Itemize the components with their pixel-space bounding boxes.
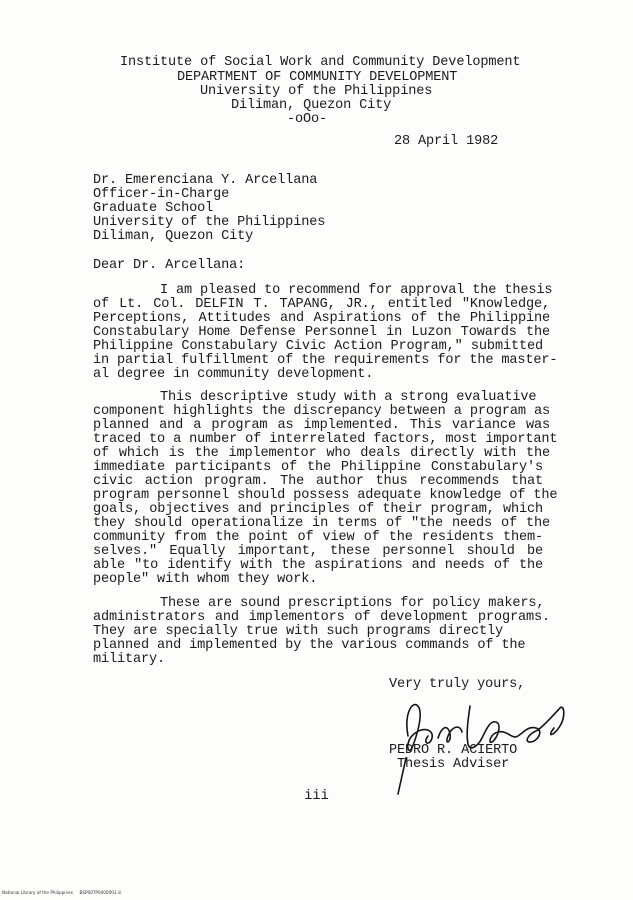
recipient-institution: University of the Philippines bbox=[93, 215, 326, 230]
salutation: Dear Dr. Arcellana: bbox=[93, 258, 246, 273]
paragraph-3-line: planned and implemented by the various commands of the bbox=[93, 638, 526, 653]
paragraph-1-line: in partial fulfillment of the requirements for the master- bbox=[93, 353, 558, 368]
paragraph-1-line: of Lt. Col. DELFIN T. TAPANG, JR., entitled "Knowledge, bbox=[93, 297, 550, 312]
paragraph-2-line: civic action program. The author thus recommends that bbox=[93, 474, 543, 489]
recipient-address: Diliman, Quezon City bbox=[93, 229, 254, 244]
paragraph-1-line: Constabulary Home Defense Personnel in Luzon Towards the bbox=[93, 325, 550, 340]
paragraph-3-line: They are specially true with such programs directly bbox=[93, 624, 503, 639]
paragraph-2-line: of which is the implementor who deals directly with the bbox=[93, 446, 550, 461]
signatory-title: Thesis Adviser bbox=[397, 757, 510, 772]
paragraph-2-line: program personnel should possess adequate knowledge of the bbox=[93, 488, 558, 503]
paragraph-1-line: Philippine Constabulary Civic Action Program," submitted bbox=[93, 339, 543, 354]
paragraph-1-line: I am pleased to recommend for approval the thesis bbox=[160, 283, 553, 298]
recipient-name: Dr. Emerenciana Y. Arcellana bbox=[93, 173, 318, 188]
footer-stamp: National Library of the Philippines BSP00TP0000003 iii bbox=[2, 890, 122, 895]
paragraph-2-line: traced to a number of interrelated factors, most important bbox=[93, 432, 558, 447]
paragraph-2-line: immediate participants of the Philippine Constabulary's bbox=[93, 460, 543, 475]
recipient-title: Officer-in-Charge bbox=[93, 187, 230, 202]
closing: Very truly yours, bbox=[389, 677, 526, 692]
letterhead-department: DEPARTMENT OF COMMUNITY DEVELOPMENT bbox=[177, 70, 458, 85]
paragraph-2-line: component highlights the discrepancy between a program as bbox=[93, 404, 550, 419]
paragraph-2-line: they should operationalize in terms of "the needs of the bbox=[93, 516, 550, 531]
paragraph-2-line: goals, objectives and principles of their program, which bbox=[93, 502, 543, 517]
paragraph-2-line: planned and a program as implemented. This variance was bbox=[93, 418, 550, 433]
letterhead-institute: Institute of Social Work and Community Development bbox=[120, 55, 521, 70]
letterhead-address: Diliman, Quezon City bbox=[231, 98, 392, 113]
paragraph-2-line: able "to identify with the aspirations and needs of the bbox=[93, 558, 543, 573]
paragraph-3-line: military. bbox=[93, 652, 166, 667]
letter-date: 28 April 1982 bbox=[394, 134, 499, 149]
paragraph-1-line: al degree in community development. bbox=[93, 367, 374, 382]
paragraph-3-line: These are sound prescriptions for policy makers, bbox=[160, 596, 545, 611]
paragraph-2-line: This descriptive study with a strong evaluative bbox=[160, 390, 537, 405]
paragraph-3-line: administrators and implementors of development programs. bbox=[93, 610, 550, 625]
signatory-name: PEDRO R. ACIERTO bbox=[389, 743, 518, 758]
paragraph-2-line: selves." Equally important, these personnel should be bbox=[93, 544, 543, 559]
page-number: iii bbox=[304, 789, 329, 804]
paragraph-2-line: community from the point of view of the residents them- bbox=[93, 530, 543, 545]
letterhead-university: University of the Philippines bbox=[200, 84, 433, 99]
letterhead-ornament: -oOo- bbox=[287, 112, 328, 127]
recipient-office: Graduate School bbox=[93, 201, 214, 216]
paragraph-2-line: people" with whom they work. bbox=[93, 572, 318, 587]
paragraph-1-line: Perceptions, Attitudes and Aspirations of the Philippine bbox=[93, 311, 550, 326]
